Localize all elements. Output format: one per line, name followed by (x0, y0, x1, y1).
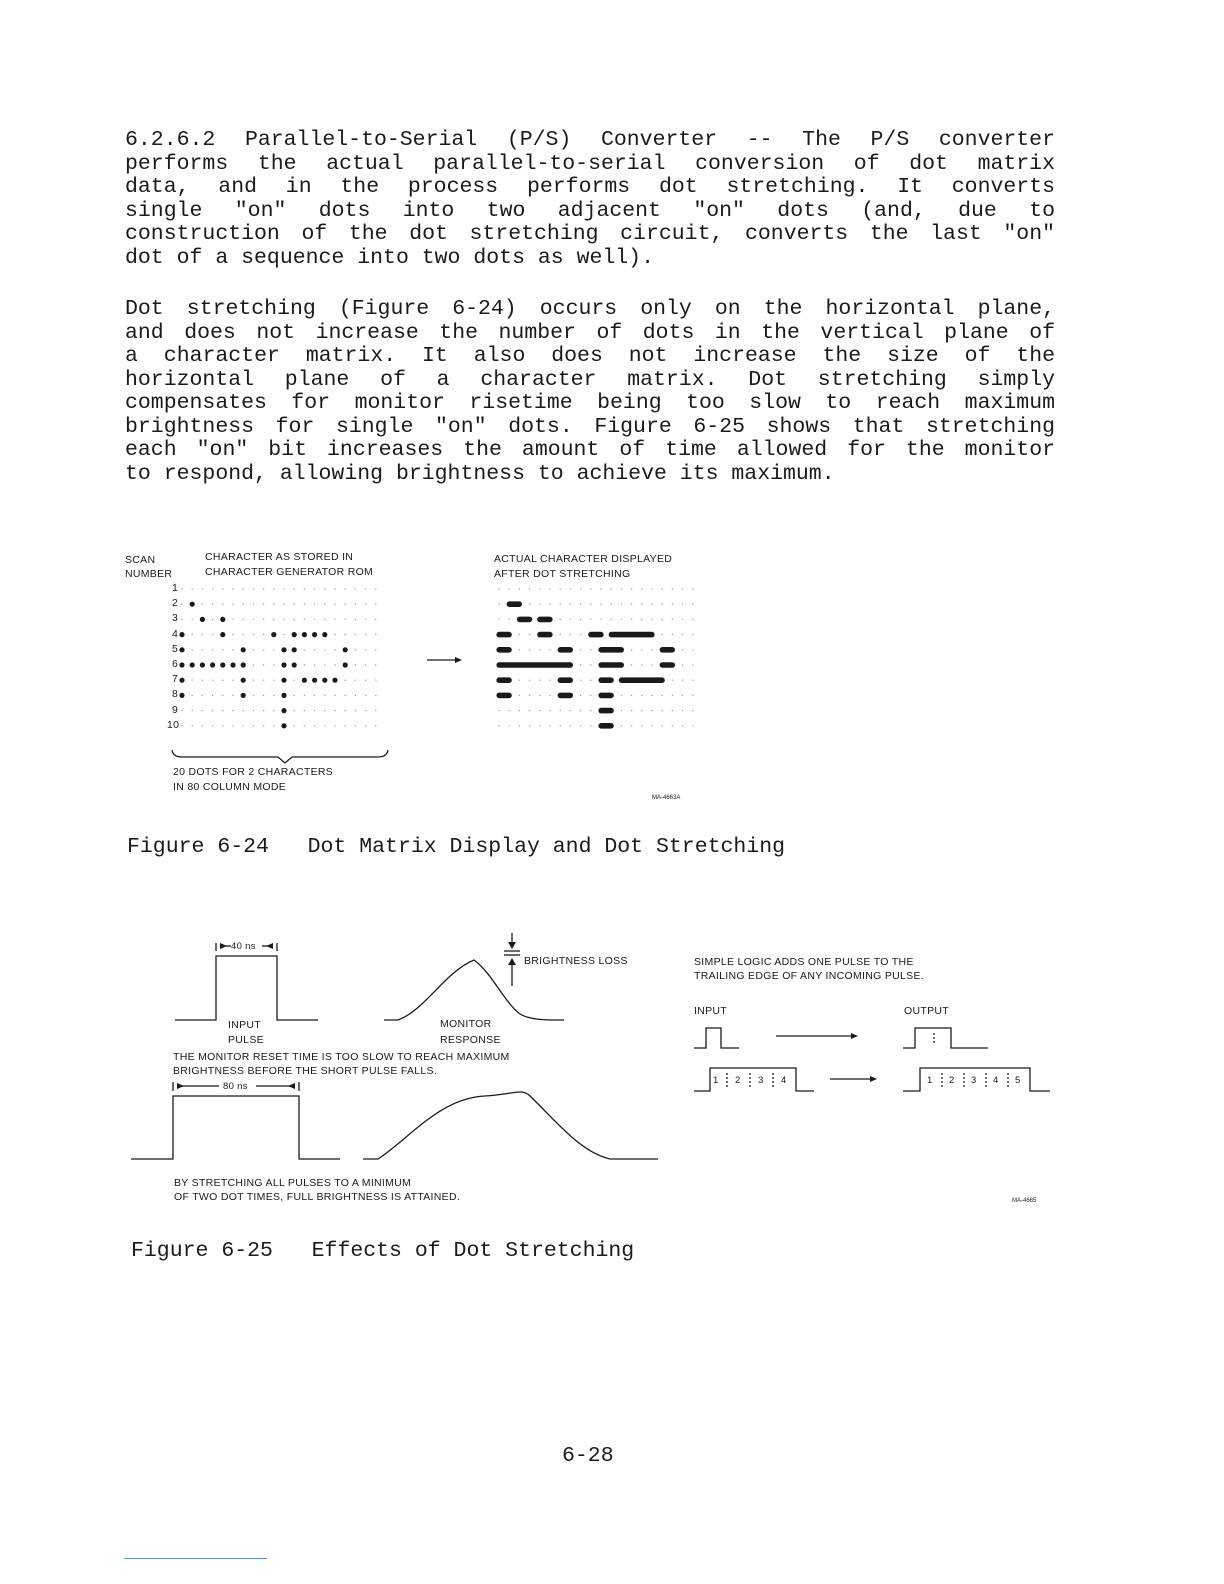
logic-note: TRAILING EDGE OF ANY INCOMING PULSE. (694, 970, 924, 982)
scan-row-number: 4 (172, 627, 179, 640)
scan-row-number: 3 (172, 612, 179, 625)
long-pulse-width: 80 ns (223, 1081, 248, 1092)
logic-arrowhead (870, 1076, 877, 1082)
paragraph-line: data, and in the process performs dot stretching. It converts (125, 175, 1055, 199)
scan-label: SCAN (125, 554, 156, 566)
output-slot: 3 (971, 1075, 977, 1086)
logic-input-pulse (694, 1028, 739, 1048)
logic-input-label: INPUT (694, 1005, 727, 1017)
scan-row-number: 10 (167, 718, 180, 731)
input-slot: 2 (735, 1075, 741, 1086)
paragraph-line: each "on" bit increases the amount of time allowed for the monitor (125, 438, 1055, 462)
paragraph-line: a character matrix. It also does not increase the size of the (125, 344, 1055, 368)
input-pulse-label: INPUT (228, 1019, 261, 1031)
scan-row-number: 6 (172, 658, 179, 670)
logic-arrowhead (851, 1033, 858, 1039)
paragraph-line: compensates for monitor risetime being too slow to reach maximum (125, 391, 1055, 415)
reset-note: THE MONITOR RESET TIME IS TOO SLOW TO REACH MAXIMUM (173, 1051, 510, 1063)
scan-row-number: 8 (172, 688, 179, 701)
scan-row-number: 1 (172, 582, 179, 594)
brightness-arrowhead (508, 958, 516, 965)
monitor-response-label: MONITOR (440, 1018, 492, 1030)
logic-output-pulse (903, 1028, 988, 1048)
stored-label: CHARACTER GENERATOR ROM (205, 566, 374, 578)
reset-note: BRIGHTNESS BEFORE THE SHORT PULSE FALLS. (173, 1065, 438, 1077)
output-slot: 4 (993, 1075, 999, 1086)
monitor-response-label: RESPONSE (440, 1034, 501, 1046)
dimension-arrowhead (266, 943, 273, 949)
scan-row-number: 2 (172, 597, 179, 610)
input-slot: 4 (781, 1075, 787, 1086)
scan-row-number: 9 (172, 703, 179, 716)
logic-note: SIMPLE LOGIC ADDS ONE PULSE TO THE (694, 956, 914, 968)
input-slot: 3 (758, 1075, 764, 1086)
scan-row-number: 5 (172, 642, 179, 655)
figure-6-25-caption: Figure 6-25 Effects of Dot Stretching (131, 1239, 635, 1263)
logic-input-train (694, 1068, 814, 1091)
page-number: 6-28 (562, 1444, 614, 1468)
figure-code: MA-4663A (652, 795, 681, 801)
actual-label: AFTER DOT STRETCHING (494, 568, 631, 580)
full-response-curve (363, 1092, 658, 1159)
paragraph-line: single "on" dots into two adjacent "on" dots (and, due to (125, 198, 1055, 223)
footer-rule (124, 1558, 267, 1559)
paragraph-line: Dot stretching (Figure 6-24) occurs only on the horizontal plane, (125, 297, 1055, 321)
stretch-note: OF TWO DOT TIMES, FULL BRIGHTNESS IS ATTAINED. (174, 1191, 461, 1203)
figure-6-24-caption: Figure 6-24 Dot Matrix Display and Dot Stretching (127, 835, 786, 859)
dimension-arrowhead (220, 943, 227, 949)
dimension-arrowhead (288, 1083, 295, 1089)
paragraph-line: horizontal plane of a character matrix. Dot stretching simply (125, 367, 1055, 392)
dots-footnote: IN 80 COLUMN MODE (173, 781, 287, 793)
paragraph-line: and does not increase the number of dots in the vertical plane of (125, 320, 1055, 345)
dimension-arrowhead (177, 1083, 184, 1089)
stretch-note: BY STRETCHING ALL PULSES TO A MINIMUM (174, 1177, 412, 1189)
actual-label: ACTUAL CHARACTER DISPLAYED (494, 553, 673, 565)
input-slot: 1 (713, 1075, 719, 1086)
output-slot: 1 (927, 1075, 933, 1086)
dots-footnote: 20 DOTS FOR 2 CHARACTERS (173, 766, 334, 778)
figure-code: MA-4665 (1012, 1198, 1037, 1204)
paragraph-line: performs the actual parallel-to-serial conversion of dot matrix (125, 151, 1055, 176)
output-slot: 5 (1015, 1075, 1021, 1086)
paragraph-line: brightness for single "on" dots. Figure 6-25 shows that stretching (125, 414, 1055, 439)
brightness-loss-label: BRIGHTNESS LOSS (524, 955, 628, 967)
brightness-arrowhead (508, 942, 516, 949)
logic-output-label: OUTPUT (904, 1005, 949, 1017)
paragraph-line: construction of the dot stretching circuit, converts the last "on" (125, 222, 1055, 246)
paragraph-line: 6.2.6.2 Parallel-to-Serial (P/S) Converter -- The P/S converter (125, 128, 1055, 152)
short-pulse-width: 40 ns (231, 941, 256, 952)
input-pulse-label: PULSE (228, 1034, 264, 1046)
paragraph-line: to respond, allowing brightness to achieve its maximum. (125, 461, 835, 486)
scan-row-number: 7 (172, 673, 179, 686)
paragraph-line: dot of a sequence into two dots as well). (125, 245, 654, 270)
stored-label: CHARACTER AS STORED IN (205, 551, 354, 563)
short-input-pulse (175, 956, 318, 1020)
monitor-response-curve (384, 960, 564, 1020)
number-label: NUMBER (125, 568, 173, 580)
output-slot: 2 (949, 1075, 955, 1086)
long-input-pulse (131, 1096, 340, 1159)
